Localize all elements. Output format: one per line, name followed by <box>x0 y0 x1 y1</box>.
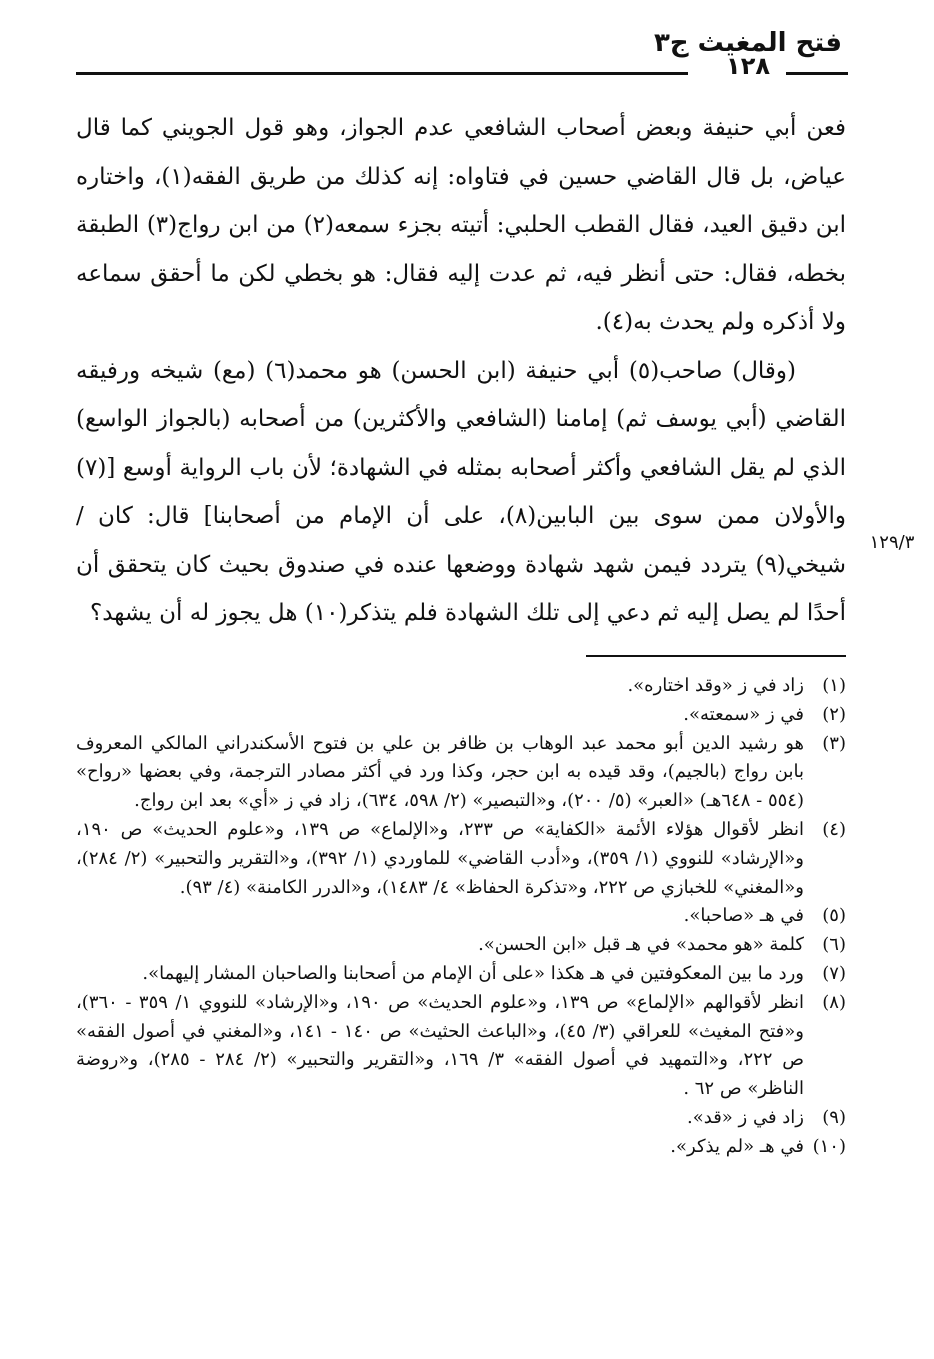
footnote-item <box>76 960 846 989</box>
footnote-number: (٨) <box>822 991 846 1013</box>
footnote-item <box>76 701 846 730</box>
footnote-text: زاد في ز «قد». <box>687 1106 804 1128</box>
footnote-text: زاد في ز «وقد اختاره». <box>627 675 804 696</box>
header-rule-right <box>786 72 848 75</box>
footnote-item <box>76 902 846 931</box>
page-header-rule <box>76 52 848 88</box>
footnote-text: في هـ «صاحبا». <box>683 905 804 927</box>
footnote-number: (٥) <box>822 905 846 927</box>
main-text <box>76 104 846 638</box>
footnote-item <box>76 816 846 902</box>
paragraph-1: فعن أبي حنيفة وبعض أصحاب الشافعي عدم الجواز، وهو قول الجويني كما قال عياض، بل قال القاضي حسين في فتاواه: إنه كذلك من طريق الفقه(١)، واختاره ابن دقيق العيد، فقال القطب الحلبي: أتيته بجزء سمعه(٢) من ابن رواج(٣) الطبقة بخطه، فقال: حتى أنظر فيه، ثم عدت إليه فقال: هو بخطي لكن ما أحقق سماعه ولا أذكره ولم يحدث به(٤). <box>76 115 847 335</box>
footnote-text: هو رشيد الدين أبو محمد عبد الوهاب بن ظافر بن علي بن فتوح الأسكندراني المالكي المعروف بابن رواج (بالجيم)، وقد قيده به ابن حجر، وكذا ورد في أكثر مصادر الترجمة، وفي بعضها «رواح» (٥٥٤ - ٦٤٨هـ) «العبر» (٥/ ٢٠٠)، و«التبصير» (٢/ ٥٩٨، ٦٣٤)، زاد في ز «أي» بعد ابن رواج. <box>76 732 804 812</box>
footnote-number: (١٠) <box>812 1135 846 1157</box>
footnote-text: في ز «سمعته». <box>683 703 804 725</box>
footnote-text: في هـ «لم يذكر». <box>670 1135 804 1157</box>
footnote-text: انظر لأقوالهم «الإلماع» ص ١٣٩، و«علوم الحديث» ص ١٩٠، و«الإرشاد» للنووي ١/ ٣٥٩ - ٣٦٠)، و«فتح المغيث» للعراقي (٣/ ٤٥)، و«الباعث الحثيث» ص ١٤٠ - ١٤١، و«المغني في أصول الفقه» ص ٢٢٢، و«التمهيد في أصول الفقه» ٣/ ١٦٩، و«التقرير والتحبير» (٢/ ٢٨٤ - ٢٨٥)، و«روضة الناظر» ص ٦٢ . <box>76 991 805 1100</box>
footnote-number: (٣) <box>822 732 846 754</box>
footnote-item <box>76 989 846 1104</box>
footnote-number: (٦) <box>822 934 846 956</box>
header-rule-left <box>76 72 688 75</box>
footnote-item <box>76 730 846 816</box>
footnote-number: (٢) <box>822 703 846 725</box>
footnote-item <box>76 672 846 701</box>
footnote-item <box>76 931 846 960</box>
footnote-item <box>76 1133 846 1162</box>
footnote-text: ورد ما بين المعكوفتين في هـ هكذا «على أن الإمام من أصحابنا والصاحبان المشار إليهما». <box>142 962 804 984</box>
footnote-number: (٩) <box>822 1106 846 1128</box>
paragraph-2: (وقال) صاحب(٥) أبي حنيفة (ابن الحسن) هو محمد(٦) (مع) شيخه ورفيقه القاضي (أبي يوسف ثم) إمامنا (الشافعي والأكثرين) من أصحابه (بالجواز الواسع) الذي لم يقل الشافعي وأكثر أصحابه بمثله في الشهادة؛ لأن باب الرواية أوسع [(٧) والأولان ممن سوى بين البابين(٨)، على أن الإمام من أصحابنا] قال: كان / شيخي(٩) يتردد فيمن شهد شهادة ووضعها عنده في صندوق بحيث كان يتحقق أن أحدًا لم يصل إليه ثم دعي إلى تلك الشهادة فلم يتذكر(١٠) هل يجوز له أن يشهد؟ <box>76 357 847 626</box>
footnote-separator <box>586 655 846 657</box>
margin-page-reference: ١٢٩/٣ <box>869 532 915 553</box>
page-number: ١٢٨ <box>726 52 770 80</box>
book-title: فتح المغيث ج٣ <box>653 28 842 58</box>
footnote-text: كلمة «هو محمد» في هـ قبل «ابن الحسن». <box>478 934 804 956</box>
footnote-number: (١) <box>822 675 846 696</box>
footnote-number: (٧) <box>822 962 846 984</box>
footnote-item <box>76 1104 846 1133</box>
footnote-number: (٤) <box>822 818 846 840</box>
footnote-text: انظر لأقوال هؤلاء الأئمة «الكفاية» ص ٢٣٣، و«الإلماع» ص ١٣٩، و«علوم الحديث» ص ١٩٠، و«الإرشاد» للنووي (١/ ٣٥٩)، و«أدب القاضي» للماوردي (١/ ٣٩٢)، و«التقرير والتحبير» (٢/ ٢٨٤)، و«المغني» للخبازي ص ٢٢٢، و«تذكرة الحفاظ» ٤/ ١٤٨٣)، و«الدرر الكامنة» (٤/ ٩٣). <box>76 818 804 898</box>
footnotes <box>76 672 846 1162</box>
